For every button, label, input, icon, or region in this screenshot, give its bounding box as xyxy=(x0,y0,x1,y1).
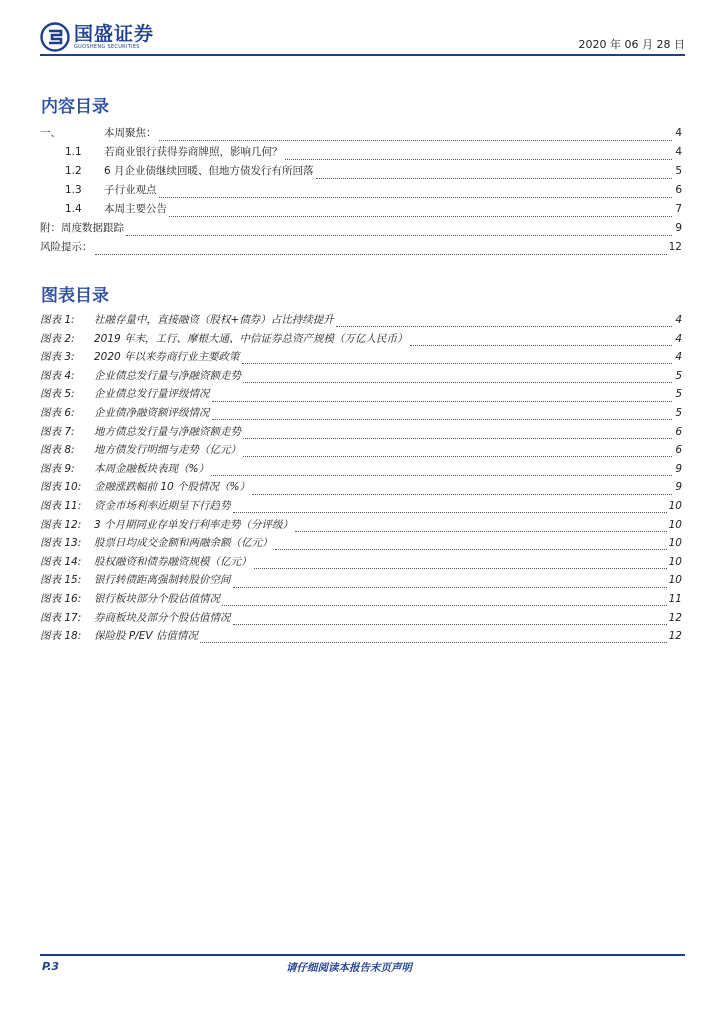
toc-entry-label: 本周聚焦： xyxy=(104,127,157,139)
toc-entry[interactable] xyxy=(40,125,682,144)
toc-entry-label: 附：周度数据跟踪 xyxy=(40,222,124,234)
toc-entry-number: 图表 1: xyxy=(40,314,75,326)
dot-leader xyxy=(233,615,667,625)
figure-toc-entry[interactable] xyxy=(40,312,682,331)
toc-entry[interactable] xyxy=(40,239,682,258)
figure-toc-entry[interactable] xyxy=(40,572,682,591)
toc-entry-page: 12 xyxy=(668,241,682,253)
toc-entry-page: 4 xyxy=(675,332,682,345)
toc-entry-page: 4 xyxy=(675,146,682,158)
toc-entry-label: 股票日均成交金额和两融余额（亿元） xyxy=(94,537,273,550)
toc-entry-page: 4 xyxy=(675,314,682,326)
dot-leader xyxy=(243,373,672,383)
dot-leader xyxy=(316,169,672,179)
figure-toc-entry[interactable] xyxy=(40,368,682,387)
toc-entry-page: 12 xyxy=(668,611,682,624)
toc-entry-number: 1.4 xyxy=(65,203,82,215)
toc-entry-number: 图表 2: xyxy=(40,332,75,345)
company-name-en: GUOSHENG SECURITIES xyxy=(74,43,140,50)
toc-entry-page: 9 xyxy=(675,222,682,234)
dot-leader xyxy=(126,226,672,236)
header-divider xyxy=(40,54,685,56)
toc-entry-number: 1.2 xyxy=(65,165,82,177)
toc-entry-number: 图表 3: xyxy=(40,351,75,364)
figure-toc-entry[interactable] xyxy=(40,386,682,405)
dot-leader xyxy=(275,540,667,550)
toc-entry-number: 一、 xyxy=(40,127,61,139)
figure-toc-entry[interactable] xyxy=(40,591,682,610)
toc-entry-number: 图表 6: xyxy=(40,406,75,419)
toc-entry-label: 本周金融板块表现（%） xyxy=(94,462,209,475)
company-logo xyxy=(40,22,154,52)
toc-entry-page: 12 xyxy=(668,630,682,643)
toc-entry-page: 5 xyxy=(675,406,682,419)
figure-toc-entry[interactable] xyxy=(40,517,682,536)
dot-leader xyxy=(285,150,673,160)
toc-entry-label: 企业债总发行量评级情况 xyxy=(94,388,210,401)
page-number: P.3 xyxy=(42,960,60,973)
footer-divider xyxy=(40,954,685,956)
dot-leader xyxy=(159,188,673,198)
figure-toc-entry[interactable] xyxy=(40,442,682,461)
dot-leader xyxy=(243,429,672,439)
toc-entry[interactable] xyxy=(40,163,682,182)
toc-entry-page: 9 xyxy=(675,481,682,494)
dot-leader xyxy=(233,578,667,588)
dot-leader xyxy=(159,131,673,141)
toc-entry-page: 10 xyxy=(668,518,682,531)
toc-entry-number: 图表 16: xyxy=(40,592,82,605)
toc-entry-page: 7 xyxy=(675,203,682,215)
company-name: 国盛证券 xyxy=(74,22,155,45)
dot-leader xyxy=(212,410,673,420)
dot-leader xyxy=(243,447,672,457)
toc-entry-label: 地方债总发行量与净融资额走势 xyxy=(94,425,241,438)
toc-entry-number: 图表 18: xyxy=(40,630,82,643)
toc-entry-page: 6 xyxy=(675,444,682,457)
toc-entry-number: 图表 14: xyxy=(40,555,82,568)
toc-entry-label: 企业债净融资额评级情况 xyxy=(94,406,210,419)
toc-entry-page: 9 xyxy=(675,462,682,475)
toc-entry-number: 图表 4: xyxy=(40,369,75,382)
toc-entry-number: 图表 7: xyxy=(40,425,75,438)
toc-entry-label: 券商板块及部分个股估值情况 xyxy=(94,611,231,624)
toc-entry-page: 5 xyxy=(675,165,682,177)
toc-entry-label: 地方债发行明细与走势（亿元） xyxy=(94,444,241,457)
toc-entry-number: 图表 17: xyxy=(40,611,82,624)
toc-entry-number: 图表 10: xyxy=(40,481,82,494)
toc-entry-label: 2020 年以来券商行业主要政策 xyxy=(94,351,240,364)
toc-entry-number: 图表 15: xyxy=(40,574,82,587)
figure-toc-entry[interactable] xyxy=(40,424,682,443)
dot-leader xyxy=(254,559,667,569)
toc-entry-number: 图表 12: xyxy=(40,518,82,531)
toc-entry-page: 11 xyxy=(668,592,682,605)
toc-entry-number: 1.1 xyxy=(65,146,82,158)
toc-entry[interactable] xyxy=(40,144,682,163)
toc-entry[interactable] xyxy=(40,220,682,239)
dot-leader xyxy=(252,485,672,495)
report-date: 2020 年 06 月 28 日 xyxy=(578,38,685,51)
figure-toc-entry[interactable] xyxy=(40,461,682,480)
footer-disclaimer: 请仔细阅读本报告末页声明 xyxy=(286,962,412,974)
toc-entry-page: 10 xyxy=(668,555,682,568)
figure-toc-entry[interactable] xyxy=(40,554,682,573)
toc-entry-number: 图表 11: xyxy=(40,499,82,512)
contents-list xyxy=(40,125,682,258)
toc-entry-number: 图表 13: xyxy=(40,537,82,550)
toc-entry-label: 2019 年末，工行、摩根大通、中信证券总资产规模（万亿人民币） xyxy=(94,332,408,345)
toc-entry-label: 银行板块部分个股估值情况 xyxy=(94,592,220,605)
toc-entry-page: 6 xyxy=(675,425,682,438)
dot-leader xyxy=(211,466,672,476)
figure-toc-entry[interactable] xyxy=(40,610,682,629)
toc-entry-label: 企业债总发行量与净融资额走势 xyxy=(94,369,241,382)
toc-entry-label: 银行转债距离强制转股价空间 xyxy=(94,574,231,587)
figure-toc-entry[interactable] xyxy=(40,349,682,368)
report-header xyxy=(40,22,685,56)
toc-entry-label: 保险股 P/EV 估值情况 xyxy=(94,630,198,643)
toc-entry-label: 6 月企业债继续回暖、但地方债发行有所回落 xyxy=(104,165,314,177)
figure-toc-entry[interactable] xyxy=(40,498,682,517)
dot-leader xyxy=(200,633,667,643)
toc-entry-label: 股权融资和债券融资规模（亿元） xyxy=(94,555,252,568)
toc-entry-page: 5 xyxy=(675,369,682,382)
dot-leader xyxy=(295,522,667,532)
toc-entry-page: 6 xyxy=(675,184,682,196)
dot-leader xyxy=(212,392,673,402)
dot-leader xyxy=(336,317,672,327)
dot-leader xyxy=(169,207,672,217)
toc-entry-page: 10 xyxy=(668,499,682,512)
dot-leader xyxy=(233,503,667,513)
toc-entry-page: 10 xyxy=(668,574,682,587)
toc-entry-label: 3 个月期同业存单发行利率走势（分评级） xyxy=(94,518,294,531)
toc-entry-page: 4 xyxy=(675,351,682,364)
toc-entry[interactable] xyxy=(40,201,682,220)
figures-title: 图表目录 xyxy=(41,286,109,306)
dot-leader xyxy=(242,354,672,364)
toc-entry-number: 图表 5: xyxy=(40,388,75,401)
toc-entry-label: 社融存量中，直接融资（股权+债券）占比持续提升 xyxy=(94,314,334,326)
toc-entry-label: 若商业银行获得券商牌照，影响几何？ xyxy=(104,146,283,158)
toc-entry-page: 5 xyxy=(675,388,682,401)
figure-toc-entry[interactable] xyxy=(40,331,682,350)
toc-entry-label: 金融涨跌幅前 10 个股情况（%） xyxy=(94,481,251,494)
figure-toc-entry[interactable] xyxy=(40,479,682,498)
figures-list xyxy=(40,312,682,647)
toc-entry-number: 图表 8: xyxy=(40,444,75,457)
toc-entry-page: 10 xyxy=(668,537,682,550)
toc-entry-number: 图表 9: xyxy=(40,462,75,475)
contents-title: 内容目录 xyxy=(41,97,109,117)
guosheng-logo-icon xyxy=(40,22,70,52)
toc-entry-label: 风险提示： xyxy=(40,241,93,253)
toc-entry-label: 子行业观点 xyxy=(104,184,157,196)
toc-entry-number: 1.3 xyxy=(65,184,82,196)
dot-leader xyxy=(410,336,672,346)
toc-entry[interactable] xyxy=(40,182,682,201)
figure-toc-entry[interactable] xyxy=(40,535,682,554)
figure-toc-entry[interactable] xyxy=(40,628,682,647)
toc-entry-label: 资金市场利率近期呈下行趋势 xyxy=(94,499,231,512)
dot-leader xyxy=(95,245,667,255)
toc-entry-label: 本周主要公告 xyxy=(104,203,167,215)
dot-leader xyxy=(222,596,667,606)
figure-toc-entry[interactable] xyxy=(40,405,682,424)
toc-entry-page: 4 xyxy=(675,127,682,139)
